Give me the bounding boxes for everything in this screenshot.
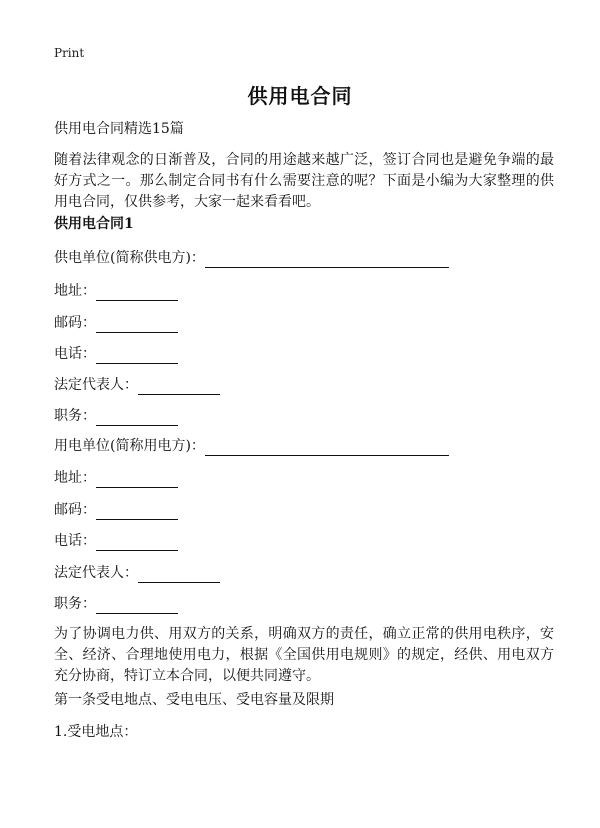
supplier-phone-blank[interactable] [96, 347, 178, 364]
document-subtitle: 供用电合同精选15篇 [54, 121, 184, 137]
consumer-postcode-blank[interactable] [96, 503, 178, 520]
supplier-phone-label: 电话： [54, 346, 96, 362]
supplier-address-field [54, 281, 178, 301]
consumer-address-label: 地址： [54, 470, 96, 486]
consumer-legal-rep-field [54, 563, 220, 583]
consumer-position-blank[interactable] [96, 597, 178, 614]
consumer-position-field [54, 594, 178, 614]
consumer-postcode-label: 邮码： [54, 502, 96, 518]
supplier-address-blank[interactable] [96, 284, 178, 301]
item-1-label: 1.受电地点： [54, 724, 138, 740]
supplier-unit-field [54, 248, 449, 268]
supplier-postcode-blank[interactable] [96, 316, 178, 333]
consumer-unit-field [54, 436, 449, 456]
supplier-position-label: 职务： [54, 408, 96, 424]
supplier-legal-rep-blank[interactable] [138, 378, 220, 395]
intro-paragraph: 随着法律观念的日渐普及，合同的用途越来越广泛，签订合同也是避免争端的最好方式之一。那么制定合同书有什么需要注意的呢？下面是小编为大家整理的供用电合同，仅供参考，大家一起来看看吧。 [54, 152, 554, 210]
consumer-legal-rep-blank[interactable] [138, 566, 220, 583]
consumer-unit-label: 用电单位(简称用电方)： [54, 438, 205, 454]
supplier-phone-field [54, 344, 178, 364]
section-heading: 供用电合同1 [54, 216, 134, 232]
supplier-address-label: 地址： [54, 283, 96, 299]
consumer-phone-field [54, 531, 178, 551]
consumer-legal-rep-label: 法定代表人： [54, 565, 138, 581]
consumer-address-field [54, 468, 178, 488]
supplier-postcode-label: 邮码： [54, 315, 96, 331]
consumer-postcode-field [54, 500, 178, 520]
preamble-paragraph: 为了协调电力供、用双方的关系，明确双方的责任，确立正常的供用电秩序，安全、经济、合理地使用电力，根据《全国供用电规则》的规定，经供、用电双方充分协商，特订立本合同，以便共同遵守。 [54, 626, 554, 684]
supplier-unit-blank[interactable] [205, 251, 449, 268]
supplier-legal-rep-field [54, 375, 220, 395]
supplier-position-field [54, 406, 178, 426]
document-title: 供用电合同 [247, 84, 353, 108]
article-1-heading: 第一条受电地点、受电电压、受电容量及限期 [54, 692, 334, 708]
supplier-position-blank[interactable] [96, 409, 178, 426]
consumer-phone-blank[interactable] [96, 534, 178, 551]
consumer-address-blank[interactable] [96, 471, 178, 488]
supplier-postcode-field [54, 313, 178, 333]
consumer-unit-blank[interactable] [205, 439, 449, 456]
supplier-unit-label: 供电单位(简称供电方)： [54, 250, 205, 266]
print-link[interactable]: Print [54, 46, 85, 60]
consumer-phone-label: 电话： [54, 533, 96, 549]
supplier-legal-rep-label: 法定代表人： [54, 377, 138, 393]
consumer-position-label: 职务： [54, 596, 96, 612]
